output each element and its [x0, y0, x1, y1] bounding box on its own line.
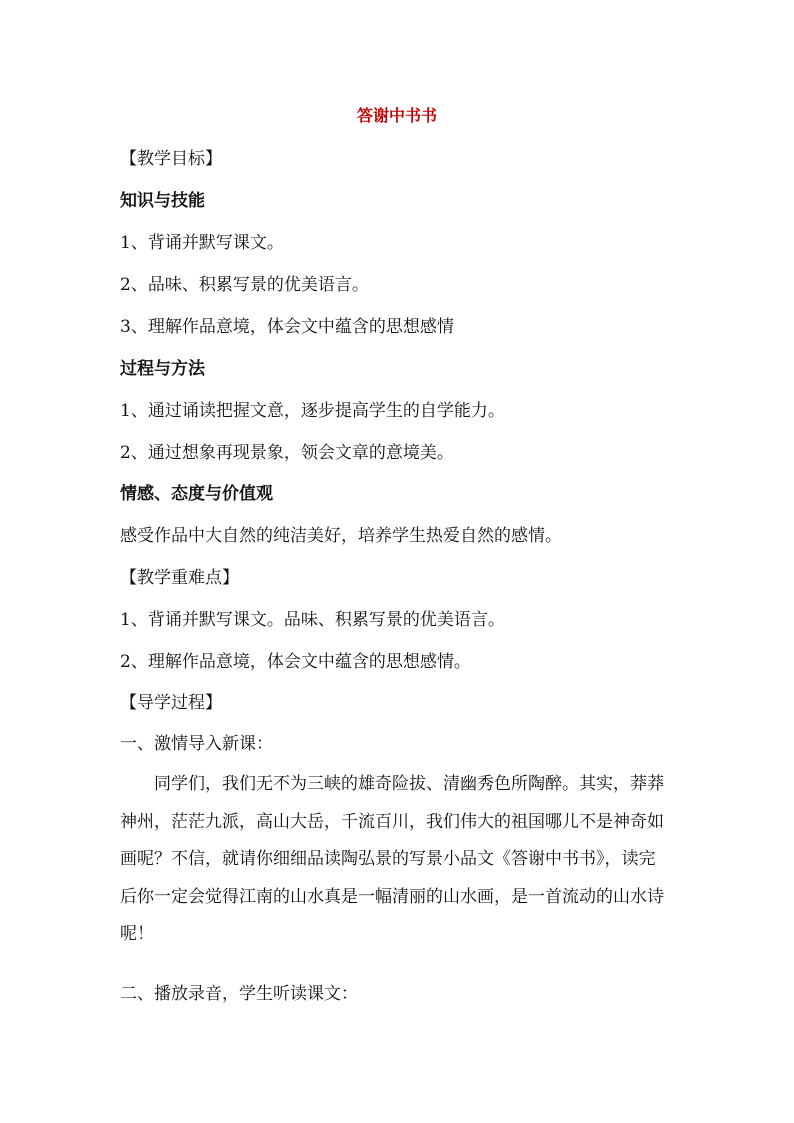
knowledge-item-1: 1、背诵并默写课文。	[120, 233, 284, 253]
process-item-1: 1、通过诵读把握文意，逐步提高学生的自学能力。	[120, 401, 505, 421]
goals-header: 【教学目标】	[120, 149, 222, 169]
step1-paragraph: 同学们，我们无不为三峡的雄奇险拔、清幽秀色所陶醉。其实，莽莽神州，茫茫九派，高山大岳，千流百川，我们伟大的祖国哪儿不是神奇如画呢？不信，就请你细细品读陶弘景的写景小品文《答谢中书书》，读完后你一定会觉得江南的山水真是一幅清丽的山水画，是一首流动的山水诗呢！	[120, 774, 664, 945]
knowledge-item-2: 2、品味、积累写景的优美语言。	[120, 275, 369, 295]
key-points-header: 【教学重难点】	[120, 568, 239, 588]
emotion-text: 感受作品中大自然的纯洁美好，培养学生热爱自然的感情。	[120, 526, 562, 546]
process-item-2: 2、通过想象再现景象，领会文章的意境美。	[120, 443, 454, 463]
guide-header: 【导学过程】	[120, 693, 222, 713]
step2-title: 二、播放录音，学生听读课文：	[120, 984, 358, 1004]
process-heading: 过程与方法	[120, 359, 205, 379]
step1-title: 一、激情导入新课：	[120, 734, 273, 754]
knowledge-heading: 知识与技能	[120, 191, 205, 211]
knowledge-item-3: 3、理解作品意境，体会文中蕴含的思想感情	[120, 317, 454, 337]
emotion-heading: 情感、态度与价值观	[120, 484, 273, 504]
key-point-item-2: 2、理解作品意境，体会文中蕴含的思想感情。	[120, 652, 471, 672]
document-title: 答谢中书书	[356, 106, 437, 125]
key-point-item-1: 1、背诵并默写课文。品味、积累写景的优美语言。	[120, 610, 505, 630]
